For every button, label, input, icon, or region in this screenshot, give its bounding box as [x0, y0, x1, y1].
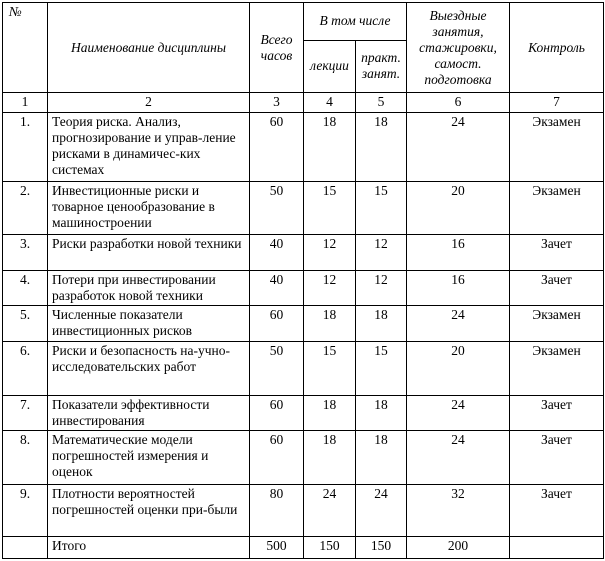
- control-type: Экзамен: [510, 306, 604, 342]
- discipline-name: Риски разработки новой техники: [48, 235, 250, 271]
- discipline-name: Показатели эффективности инвестирования: [48, 395, 250, 431]
- row-number: 3.: [3, 235, 48, 271]
- row-number: 7.: [3, 395, 48, 431]
- table-row: [3, 270, 604, 306]
- field-hours: 24: [407, 431, 510, 485]
- lecture-hours: 18: [304, 306, 356, 342]
- practice-hours: 12: [356, 270, 407, 306]
- total-hours: 80: [250, 484, 304, 536]
- table-row: [3, 112, 604, 181]
- practice-hours: 24: [356, 484, 407, 536]
- column-number-row: [3, 93, 604, 112]
- discipline-name: Инвестиционные риски и товарное ценообразование в машиностроении: [48, 181, 250, 235]
- discipline-name: Риски и безопасность на-учно-исследовательских работ: [48, 341, 250, 395]
- lecture-hours: 15: [304, 341, 356, 395]
- discipline-name: Численные показатели инвестиционных рисков: [48, 306, 250, 342]
- header-practice: практ. занят.: [356, 40, 407, 93]
- row-number: 4.: [3, 270, 48, 306]
- field-hours: 16: [407, 235, 510, 271]
- curriculum-table: [2, 2, 604, 559]
- practice-hours: 12: [356, 235, 407, 271]
- table-row: [3, 341, 604, 395]
- table-row: [3, 306, 604, 342]
- field-hours: 24: [407, 306, 510, 342]
- total-hours: 60: [250, 112, 304, 181]
- discipline-name: Потери при инвестировании разработок новой техники: [48, 270, 250, 306]
- header-total-hours: Всего часов: [250, 3, 304, 93]
- control-type: Экзамен: [510, 112, 604, 181]
- control-type: Зачет: [510, 270, 604, 306]
- field-hours-sum: 200: [407, 536, 510, 558]
- field-hours: 16: [407, 270, 510, 306]
- total-hours: 50: [250, 341, 304, 395]
- column-number: 6: [407, 93, 510, 112]
- total-row: [3, 536, 604, 558]
- lecture-hours: 18: [304, 112, 356, 181]
- field-hours: 20: [407, 341, 510, 395]
- table-row: [3, 235, 604, 271]
- table-row: [3, 181, 604, 235]
- discipline-name: Математические модели погрешностей измерения и оценок: [48, 431, 250, 485]
- practice-hours: 18: [356, 112, 407, 181]
- lecture-hours: 18: [304, 431, 356, 485]
- control-type: Экзамен: [510, 181, 604, 235]
- row-number: 2.: [3, 181, 48, 235]
- lecture-hours: 24: [304, 484, 356, 536]
- lecture-hours: 15: [304, 181, 356, 235]
- total-label: Итого: [48, 536, 250, 558]
- total-control-empty: [510, 536, 604, 558]
- row-number: 6.: [3, 341, 48, 395]
- practice-hours: 18: [356, 395, 407, 431]
- header-including: В том числе: [304, 3, 407, 41]
- column-number: 3: [250, 93, 304, 112]
- total-hours: 50: [250, 181, 304, 235]
- practice-hours: 18: [356, 431, 407, 485]
- header-number: №: [3, 3, 48, 93]
- header-discipline-name: Наименование дисциплины: [48, 3, 250, 93]
- control-type: Зачет: [510, 235, 604, 271]
- table-row: [3, 484, 604, 536]
- practice-hours: 18: [356, 306, 407, 342]
- lecture-hours: 12: [304, 270, 356, 306]
- column-number: 5: [356, 93, 407, 112]
- lecture-hours: 12: [304, 235, 356, 271]
- field-hours: 20: [407, 181, 510, 235]
- column-number: 2: [48, 93, 250, 112]
- field-hours: 32: [407, 484, 510, 536]
- total-hours-sum: 500: [250, 536, 304, 558]
- control-type: Зачет: [510, 395, 604, 431]
- row-number: 1.: [3, 112, 48, 181]
- practice-hours-sum: 150: [356, 536, 407, 558]
- column-number: 7: [510, 93, 604, 112]
- total-row-empty: [3, 536, 48, 558]
- lecture-hours: 18: [304, 395, 356, 431]
- header-lectures: лекции: [304, 40, 356, 93]
- practice-hours: 15: [356, 181, 407, 235]
- practice-hours: 15: [356, 341, 407, 395]
- control-type: Зачет: [510, 484, 604, 536]
- total-hours: 40: [250, 270, 304, 306]
- total-hours: 60: [250, 431, 304, 485]
- row-number: 8.: [3, 431, 48, 485]
- header-field-classes: Выездные занятия, стажировки, самост. подготовка: [407, 3, 510, 93]
- field-hours: 24: [407, 395, 510, 431]
- control-type: Экзамен: [510, 341, 604, 395]
- discipline-name: Теория риска. Анализ, прогнозирование и управ-ление рисками в динамичес-ких системах: [48, 112, 250, 181]
- column-number: 4: [304, 93, 356, 112]
- lecture-hours-sum: 150: [304, 536, 356, 558]
- total-hours: 60: [250, 306, 304, 342]
- row-number: 5.: [3, 306, 48, 342]
- discipline-name: Плотности вероятностей погрешностей оценки при-были: [48, 484, 250, 536]
- control-type: Зачет: [510, 431, 604, 485]
- field-hours: 24: [407, 112, 510, 181]
- total-hours: 40: [250, 235, 304, 271]
- header-control: Контроль: [510, 3, 604, 93]
- column-number: 1: [3, 93, 48, 112]
- table-row: [3, 395, 604, 431]
- total-hours: 60: [250, 395, 304, 431]
- table-row: [3, 431, 604, 485]
- row-number: 9.: [3, 484, 48, 536]
